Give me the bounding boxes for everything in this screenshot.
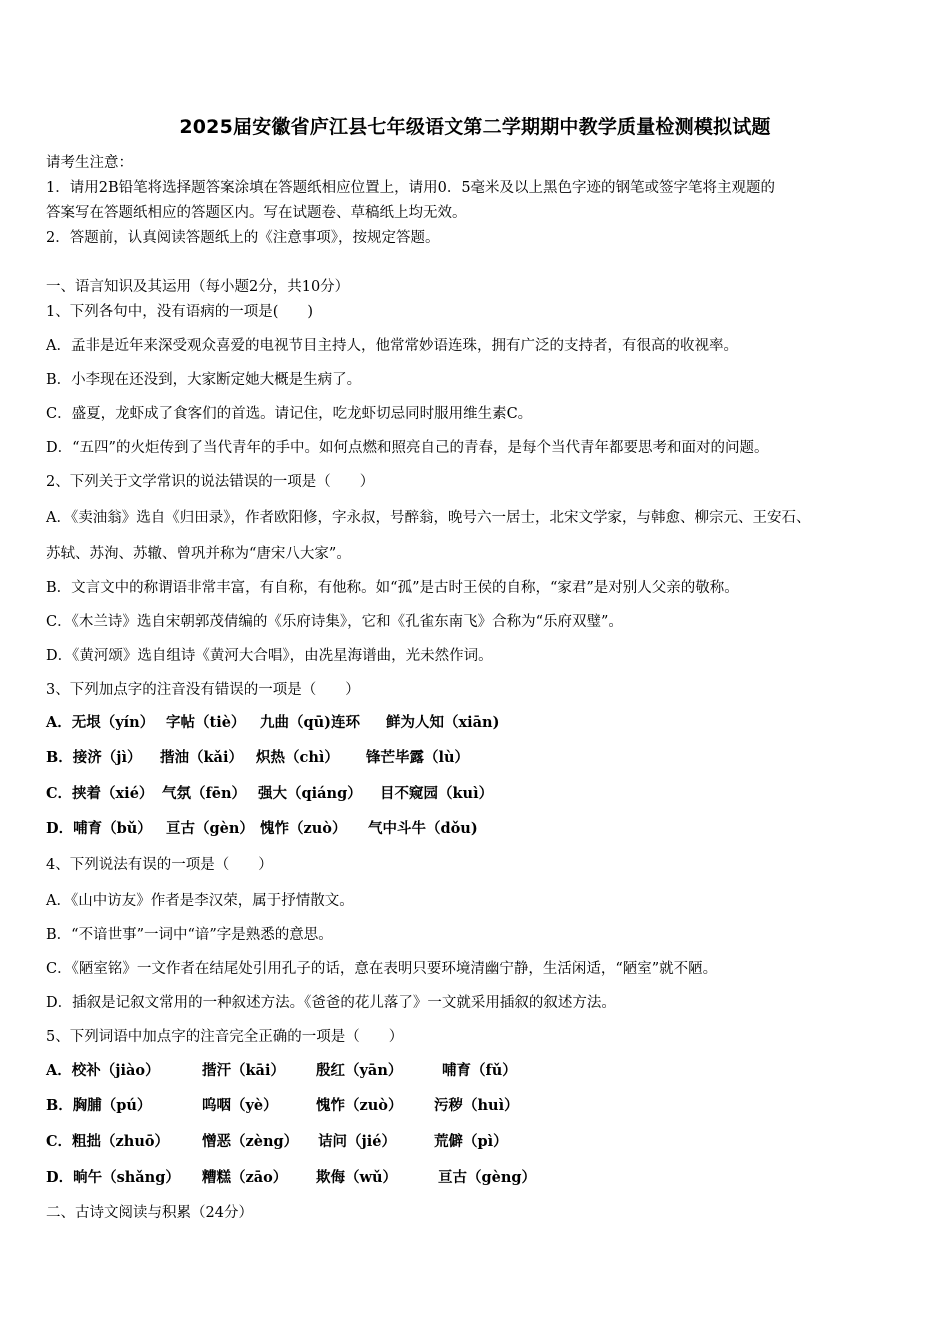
q3-option-c: [46, 784, 906, 804]
q5-a-term-3: 殷红（yān）: [316, 1062, 403, 1079]
q3-d-term-1: D．哺育（bǔ）: [46, 820, 152, 837]
q3-b-term-1: B．接济（jì）: [46, 749, 142, 766]
q3-c-term-1: C．挟着（xié）: [46, 785, 154, 802]
q5-c-term-4: 荒僻（pì）: [434, 1133, 508, 1150]
q3-a-term-4: 鲜为人知（xiān): [386, 714, 500, 731]
q5-b-term-3: 愧怍（zuò）: [316, 1097, 403, 1114]
page-title: 2025届安徽省庐江县七年级语文第二学期期中教学质量检测模拟试题: [179, 116, 771, 138]
q3-d-term-4: 气中斗牛（dǒu): [368, 820, 478, 837]
q2-stem: 2、下列关于文学常识的说法错误的一项是（ ）: [46, 474, 375, 490]
q3-b-term-3: 炽热（chì）: [256, 749, 339, 766]
q1-option-c: C．盛夏，龙虾成了食客们的首选。请记住，吃龙虾切忌同时服用维生素C。: [46, 406, 533, 422]
q3-a-term-2: 字帖（tiè）: [166, 714, 246, 731]
q3-c-term-4: 目不窥园（kuì）: [380, 785, 494, 802]
q5-a-term-1: A．校补（jiào）: [46, 1062, 160, 1079]
q3-b-term-4: 锋芒毕露（lù）: [366, 749, 470, 766]
notice-heading: 请考生注意：: [46, 155, 133, 171]
section-2-heading: 二、古诗文阅读与积累（24分）: [46, 1205, 253, 1221]
q1-option-a: A．孟非是近年来深受观众喜爱的电视节目主持人，他常常妙语连珠，拥有广泛的支持者，有很高的收视率。: [46, 338, 738, 354]
q3-option-d: [46, 819, 906, 839]
q3-option-a: [46, 713, 906, 733]
q4-option-a: A．《山中访友》作者是李汉荣，属于抒情散文。: [46, 893, 354, 909]
q4-stem: 4、下列说法有误的一项是（ ）: [46, 857, 273, 873]
q3-c-term-3: 强大（qiáng）: [258, 785, 362, 802]
q4-option-c: C．《陋室铭》一文作者在结尾处引用孔子的话，意在表明只要环境清幽宁静，生活闲适，“陋室”就不陋。: [46, 961, 718, 977]
q4-option-d: D．插叙是记叙文常用的一种叙述方法。《爸爸的花儿落了》一文就采用插叙的叙述方法。: [46, 995, 616, 1011]
q2-option-a-line-1: A．《卖油翁》选自《归田录》，作者欧阳修，字永叔，号醉翁，晚号六一居士，北宋文学家，与韩愈、柳宗元、王安石、: [46, 510, 811, 526]
q1-stem: 1、下列各句中，没有语病的一项是( ): [46, 304, 314, 320]
q5-a-term-2: 揩汗（kāi）: [202, 1062, 285, 1079]
q2-option-c: C．《木兰诗》选自宋朝郭茂倩编的《乐府诗集》，它和《孔雀东南飞》合称为“乐府双璧”。: [46, 614, 623, 630]
q3-stem: 3、下列加点字的注音没有错误的一项是（ ）: [46, 682, 360, 698]
q1-option-d: D．“五四”的火炬传到了当代青年的手中。如何点燃和照亮自己的青春，是每个当代青年都要思考和面对的问题。: [46, 440, 769, 456]
q5-option-c: [46, 1132, 906, 1152]
notice-item-1-line-2: 答案写在答题纸相应的答题区内。写在试题卷、草稿纸上均无效。: [46, 205, 467, 221]
q5-stem: 5、下列词语中加点字的注音完全正确的一项是（ ）: [46, 1029, 404, 1045]
q5-b-term-2: 呜咽（yè）: [202, 1097, 278, 1114]
q3-d-term-3: 愧怍（zuò）: [260, 820, 347, 837]
q3-option-b: [46, 748, 906, 768]
q4-option-b: B．“不谙世事”一词中“谙”字是熟悉的意思。: [46, 927, 333, 943]
notice-item-1-line-1: 1．请用2B铅笔将选择题答案涂填在答题纸相应位置上，请用0．5毫米及以上黑色字迹的钢笔或签字笔将主观题的: [46, 180, 776, 196]
q3-a-term-3: 九曲（qū)连环: [260, 714, 361, 731]
q5-option-b: [46, 1096, 906, 1116]
q2-option-b: B．文言文中的称谓语非常丰富，有自称，有他称。如“孤”是古时王侯的自称，“家君”是对别人父亲的敬称。: [46, 580, 739, 596]
q5-option-d: [46, 1168, 906, 1188]
q5-c-term-3: 诘问（jié）: [318, 1133, 396, 1150]
q3-a-term-1: A．无垠（yín）: [46, 714, 155, 731]
q5-a-term-4: 哺育（fǔ）: [442, 1062, 517, 1079]
q1-option-b: B．小李现在还没到，大家断定她大概是生病了。: [46, 372, 362, 388]
q5-c-term-1: C．粗拙（zhuō）: [46, 1133, 170, 1150]
q2-option-a-line-2: 苏轼、苏洵、苏辙、曾巩并称为“唐宋八大家”。: [46, 546, 351, 562]
q5-b-term-1: B．胸脯（pú）: [46, 1097, 152, 1114]
q2-option-d: D．《黄河颂》选自组诗《黄河大合唱》，由冼星海谱曲，光未然作词。: [46, 648, 493, 664]
q3-c-term-2: 气氛（fēn）: [162, 785, 247, 802]
q5-c-term-2: 憎恶（zèng）: [202, 1133, 299, 1150]
q5-d-term-1: D．晌午（shǎng）: [46, 1169, 180, 1186]
q3-d-term-2: 亘古（gèn）: [166, 820, 254, 837]
q5-option-a: [46, 1061, 906, 1081]
q5-b-term-4: 污秽（huì）: [434, 1097, 519, 1114]
notice-item-2: 2．答题前，认真阅读答题纸上的《注意事项》，按规定答题。: [46, 230, 440, 246]
q5-d-term-3: 欺侮（wǔ）: [316, 1169, 398, 1186]
q5-d-term-2: 糟糕（zāo）: [202, 1169, 288, 1186]
section-1-heading: 一、语言知识及其运用（每小题2分，共10分）: [46, 279, 350, 295]
q5-d-term-4: 亘古（gèng）: [438, 1169, 537, 1186]
q3-b-term-2: 揩油（kǎi）: [160, 749, 243, 766]
